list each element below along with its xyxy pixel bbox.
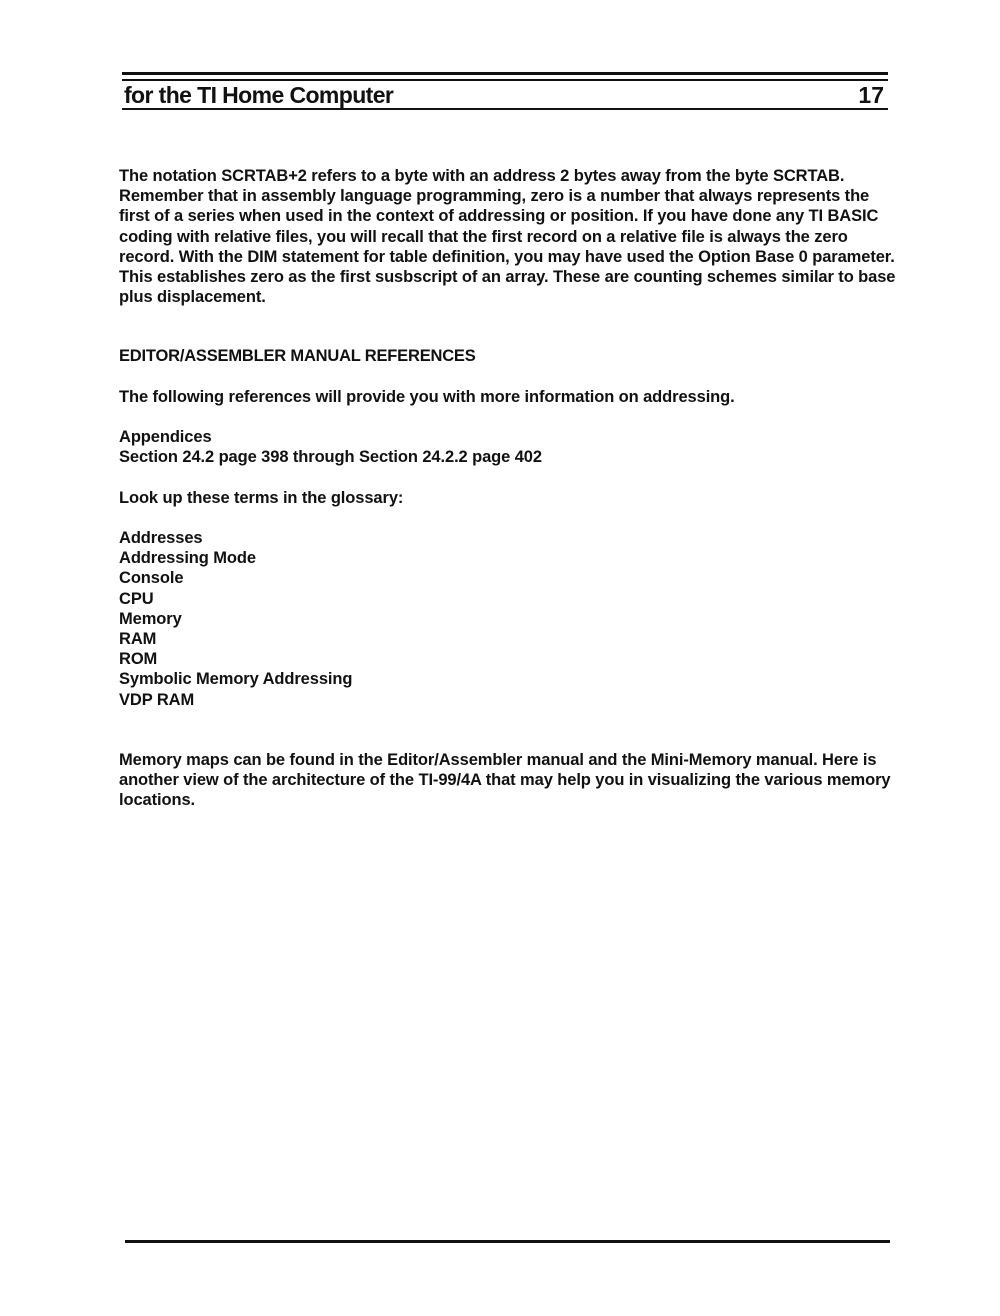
appendices-label: Appendices xyxy=(119,428,212,446)
glossary-term: Console xyxy=(119,569,184,588)
glossary-term: Memory xyxy=(119,609,182,628)
glossary-term: Symbolic Memory Addressing xyxy=(119,670,353,689)
glossary-term: Addresses xyxy=(119,529,203,547)
header-underline-rule xyxy=(122,108,888,110)
glossary-term: RAM xyxy=(119,629,157,648)
running-header-title: for the TI Home Computer xyxy=(124,82,394,108)
glossary-term-list xyxy=(119,528,899,710)
glossary-term: Addressing Mode xyxy=(119,549,256,568)
memory-maps-paragraph: Memory maps can be found in the Editor/Assembler manual and the Mini-Memory manual. Here is another view of the architecture of the TI-99/4A that may help you in visualizing the various memory locations. xyxy=(119,751,891,810)
page-header xyxy=(122,72,888,112)
section-heading: EDITOR/ASSEMBLER MANUAL REFERENCES xyxy=(119,347,476,365)
references-intro: The following references will provide you with more information on addressing. xyxy=(119,388,735,406)
header-top-rule xyxy=(122,72,888,75)
page-number: 17 xyxy=(858,82,884,108)
appendices-block xyxy=(119,427,899,467)
intro-paragraph: The notation SCRTAB+2 refers to a byte with an address 2 bytes away from the byte SCRTAB. Remember that in assembly language programming, zero is a number that always represents the first of a series when used in the context of addressing or position. If you have done any TI BASIC coding with relative files, you will recall that the first record on a relative file is always the zero record. With the DIM statement for table definition, you may have used the Option Base 0 parameter. This establishes zero as the first susbscript of an array. These are counting schemes similar to base plus displacement. xyxy=(119,167,896,307)
glossary-term: VDP RAM xyxy=(119,690,195,709)
glossary-intro: Look up these terms in the glossary: xyxy=(119,489,404,507)
glossary-term: CPU xyxy=(119,589,154,608)
glossary-term: ROM xyxy=(119,650,158,669)
appendices-range: Section 24.2 page 398 through Section 24.2.2 page 402 xyxy=(119,448,542,467)
footer-rule xyxy=(125,1240,890,1243)
